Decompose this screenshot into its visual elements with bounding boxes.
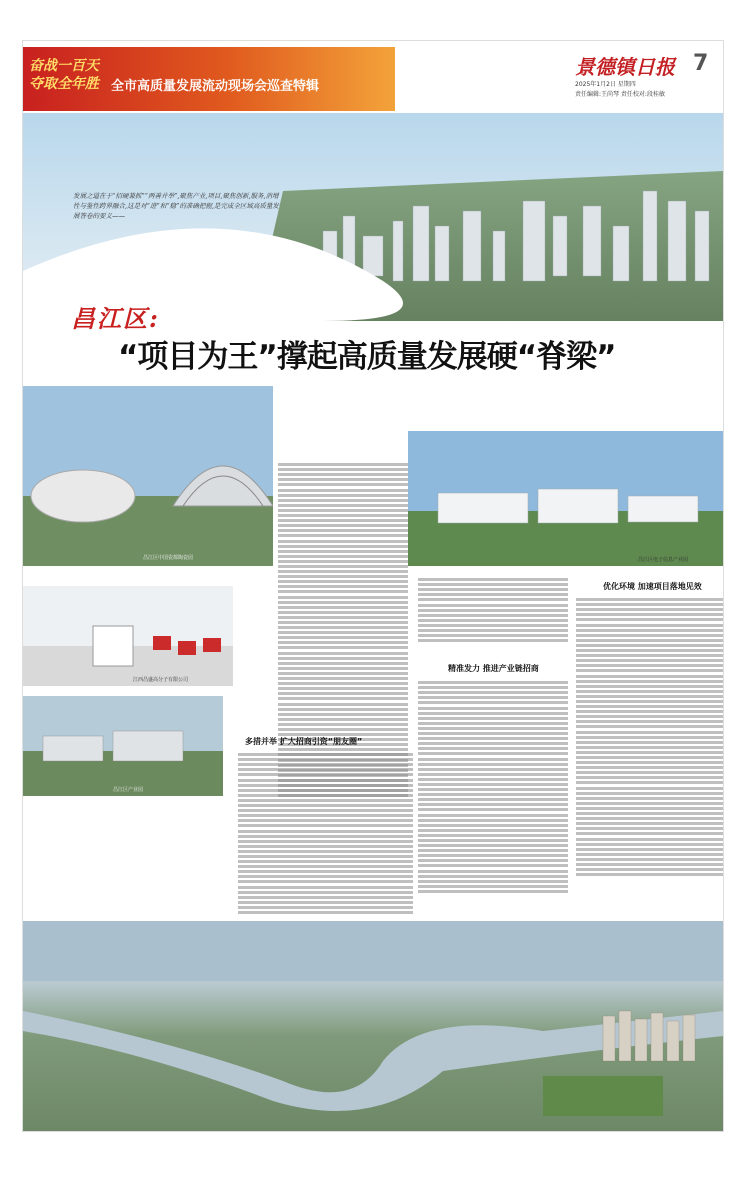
photo1-caption: 昌江区中国瓷都陶瓷园 <box>143 555 194 561</box>
text-column-mid-bottom <box>238 751 413 921</box>
newspaper-page <box>22 40 724 1132</box>
subheading-1: 多措并举 扩大招商引资“朋友圈” <box>245 737 363 746</box>
headline: “项目为王”撑起高质量发展硬“脊梁” <box>118 339 616 375</box>
subheading-3: 优化环境 加速项目落地见效 <box>603 582 702 591</box>
stadium-illustration <box>23 386 273 566</box>
text-column-center <box>418 679 568 921</box>
photo2-caption: 江西昌盛高分子有限公司 <box>133 677 189 683</box>
industrial-park-illustration <box>23 696 223 796</box>
subheading-2: 精准发力 推进产业链招商 <box>448 664 539 673</box>
factory-illustration <box>23 586 233 686</box>
electronics-park-photo <box>408 431 723 566</box>
photo3-caption: 昌江区产业园 <box>113 787 144 793</box>
city-skyline-photo <box>23 41 723 321</box>
photo4-caption: 昌江区电子信息产业园 <box>638 557 689 563</box>
banner-slogan: 奋战一百天 夺取全年胜 <box>29 58 99 92</box>
text-column-right <box>576 596 723 921</box>
dateline: 2025年1月2日 星期四 <box>575 81 636 88</box>
stadium-photo <box>23 386 273 566</box>
electronics-park-illustration <box>408 431 723 566</box>
page-number: 7 <box>693 51 709 76</box>
area-name: 昌江区: <box>71 304 160 333</box>
riverside-panorama-photo <box>23 921 723 1131</box>
industrial-park-photo <box>23 696 223 796</box>
credits: 责任编辑:王尚琴 责任校对:段桂敏 <box>575 91 665 98</box>
factory-photo <box>23 586 233 686</box>
paper-name: 景德镇日报 <box>575 55 675 79</box>
article-intro: 发展之道在于“招硬兼抓”“两善并举”,聚焦产业,项目,聚焦创新,服务,消增性与鉴性跨界融合,这是对“进”和“稳”的准确把握,是完成全区域高质量发展答卷的要义—— <box>73 192 279 220</box>
text-column-center-top <box>418 576 568 651</box>
series-title: 全市高质量发展流动现场会巡查特辑 <box>111 79 320 94</box>
river-illustration <box>23 921 723 1131</box>
